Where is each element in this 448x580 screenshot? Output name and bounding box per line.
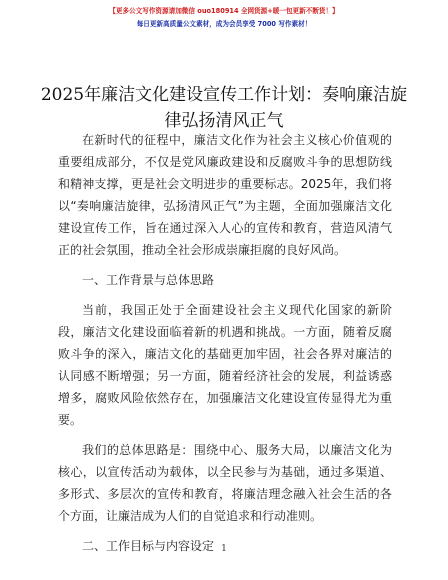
promo-banner-line-1: 【更多公文写作资源请加微信 ouo180914 全网货源+暖一包更新不断货！】: [109, 7, 339, 15]
promo-banner-line-2: 每日更新高质量公文素材，成为会员享受 7000 写作素材！: [136, 20, 312, 28]
document-body: [58, 129, 392, 565]
section-heading-1: 一、工作背景与总体思路: [82, 273, 215, 287]
page-number: 1: [221, 544, 227, 554]
section-heading-2: 二、工作目标与内容设定: [82, 539, 215, 553]
approach-paragraph: 我们的总体思路是：围绕中心、服务大局，以廉洁文化为核心，以宣传活动为载体，以全民参与为基础，通过多渠道、多形式、多层次的宣传和教育，将廉洁理念融入社会生活的各个方面，让廉洁成为人们的自觉追求和行动准则。: [58, 443, 392, 523]
background-paragraph: 当前，我国正处于全面建设社会主义现代化国家的新阶段，廉洁文化建设面临着新的机遇和挑战。一方面，随着反腐败斗争的深入，廉洁文化的基础更加牢固，社会各界对廉洁的认同感不断增强；另一方面，随着经济社会的发展，利益诱惑增多，腐败风险依然存在，加强廉洁文化建设宣传显得尤为重要。: [58, 303, 392, 427]
promo-banner: [0, 5, 448, 30]
intro-paragraph: 在新时代的征程中，廉洁文化作为社会主义核心价值观的重要组成部分，不仅是党风廉政建设和反腐败斗争的思想防线和精神支撑，更是社会文明进步的重要标志。2025年，我们将以“奏响廉洁旋律，弘扬清风正气”为主题，全面加强廉洁文化建设宣传工作，旨在通过深入人心的宣传和教育，营造风清气正的社会氛围，推动全社会形成崇廉拒腐的良好风尚。: [58, 133, 392, 257]
document-title: 2025年廉洁文化建设宣传工作计划：奏响廉洁旋律弘扬清风正气: [40, 85, 408, 131]
